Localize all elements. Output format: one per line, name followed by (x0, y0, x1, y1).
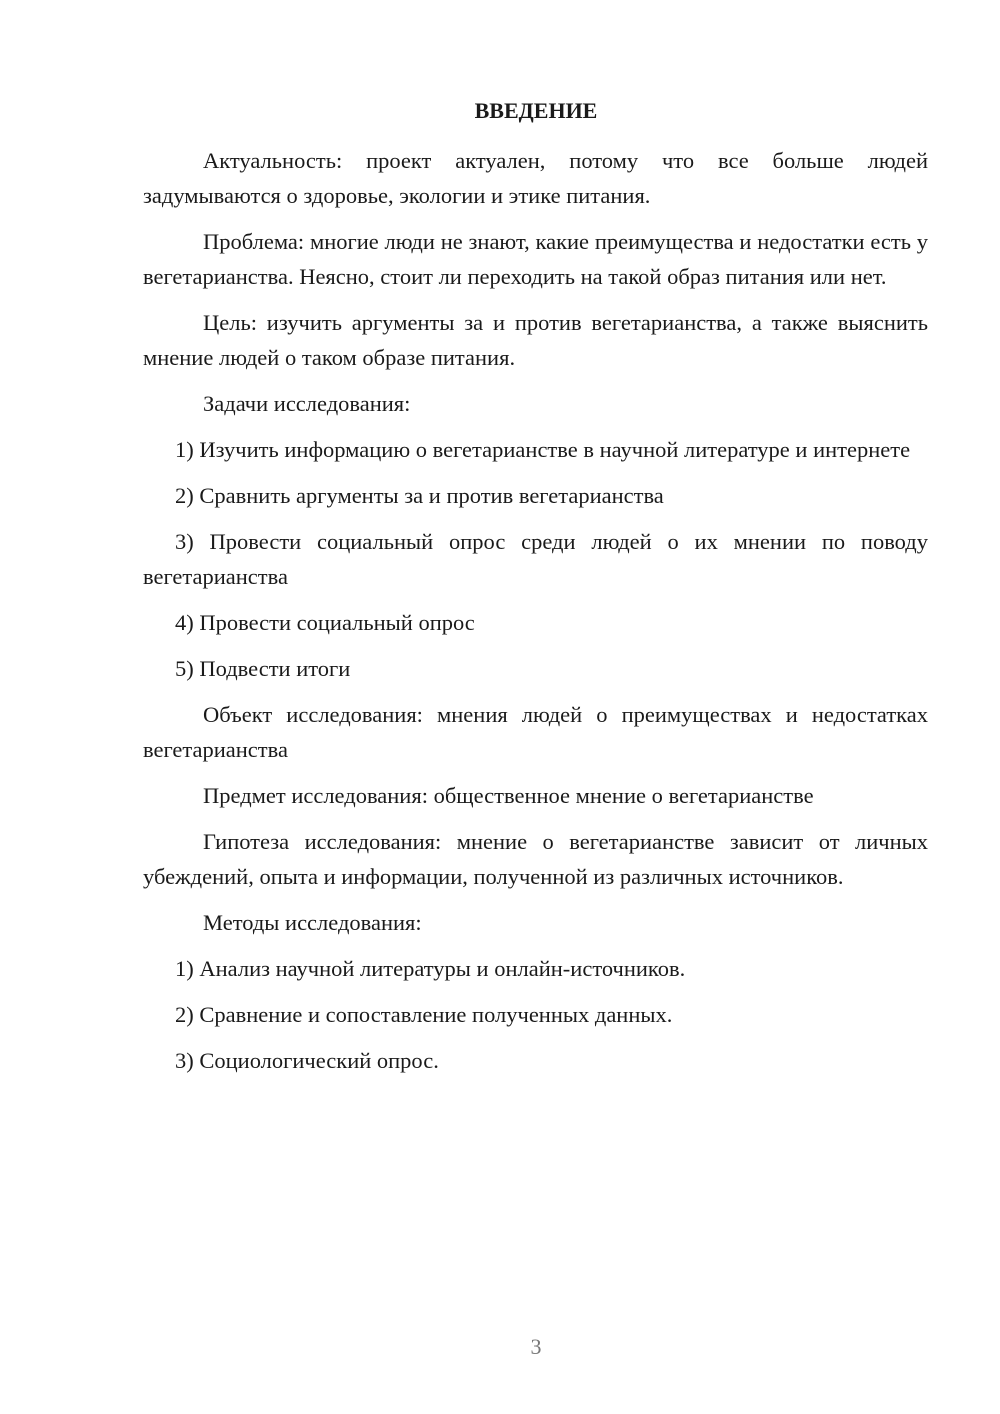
methods-heading: Методы исследования: (203, 910, 422, 935)
method-item-3: 3) Социологический опрос. (175, 1048, 439, 1073)
paragraph-relevance: Актуальность: проект актуален, потому что все больше людей задумываются о здоровье, экологии и этике питания. (143, 148, 928, 208)
paragraph-subject: Предмет исследования: общественное мнение о вегетарианстве (203, 783, 814, 808)
paragraph-object: Объект исследования: мнения людей о преимуществах и недостатках вегетарианства (143, 702, 928, 762)
method-item-2: 2) Сравнение и сопоставление полученных данных. (175, 1002, 673, 1027)
paragraph-hypothesis: Гипотеза исследования: мнение о вегетарианстве зависит от личных убеждений, опыта и информации, полученной из различных источников. (143, 829, 928, 889)
method-item-1: 1) Анализ научной литературы и онлайн-источников. (175, 956, 686, 981)
page-number: 3 (530, 1334, 542, 1359)
tasks-heading: Задачи исследования: (203, 391, 411, 416)
task-item-2: 2) Сравнить аргументы за и против вегетарианства (175, 483, 664, 508)
section-heading: ВВЕДЕНИЕ (474, 98, 598, 123)
paragraph-problem: Проблема: многие люди не знают, какие преимущества и недостатки есть у вегетарианства. Неясно, стоит ли переходить на такой образ питания или нет. (143, 229, 928, 289)
task-item-3: 3) Провести социальный опрос среди людей о их мнении по поводу вегетарианства (143, 529, 928, 589)
task-item-4: 4) Провести социальный опрос (175, 610, 475, 635)
paragraph-goal: Цель: изучить аргументы за и против вегетарианства, а также выяснить мнение людей о таком образе питания. (143, 310, 928, 370)
document-body (143, 143, 928, 1078)
task-item-5: 5) Подвести итоги (175, 656, 351, 681)
task-item-1: 1) Изучить информацию о вегетарианстве в научной литературе и интернете (175, 437, 911, 462)
